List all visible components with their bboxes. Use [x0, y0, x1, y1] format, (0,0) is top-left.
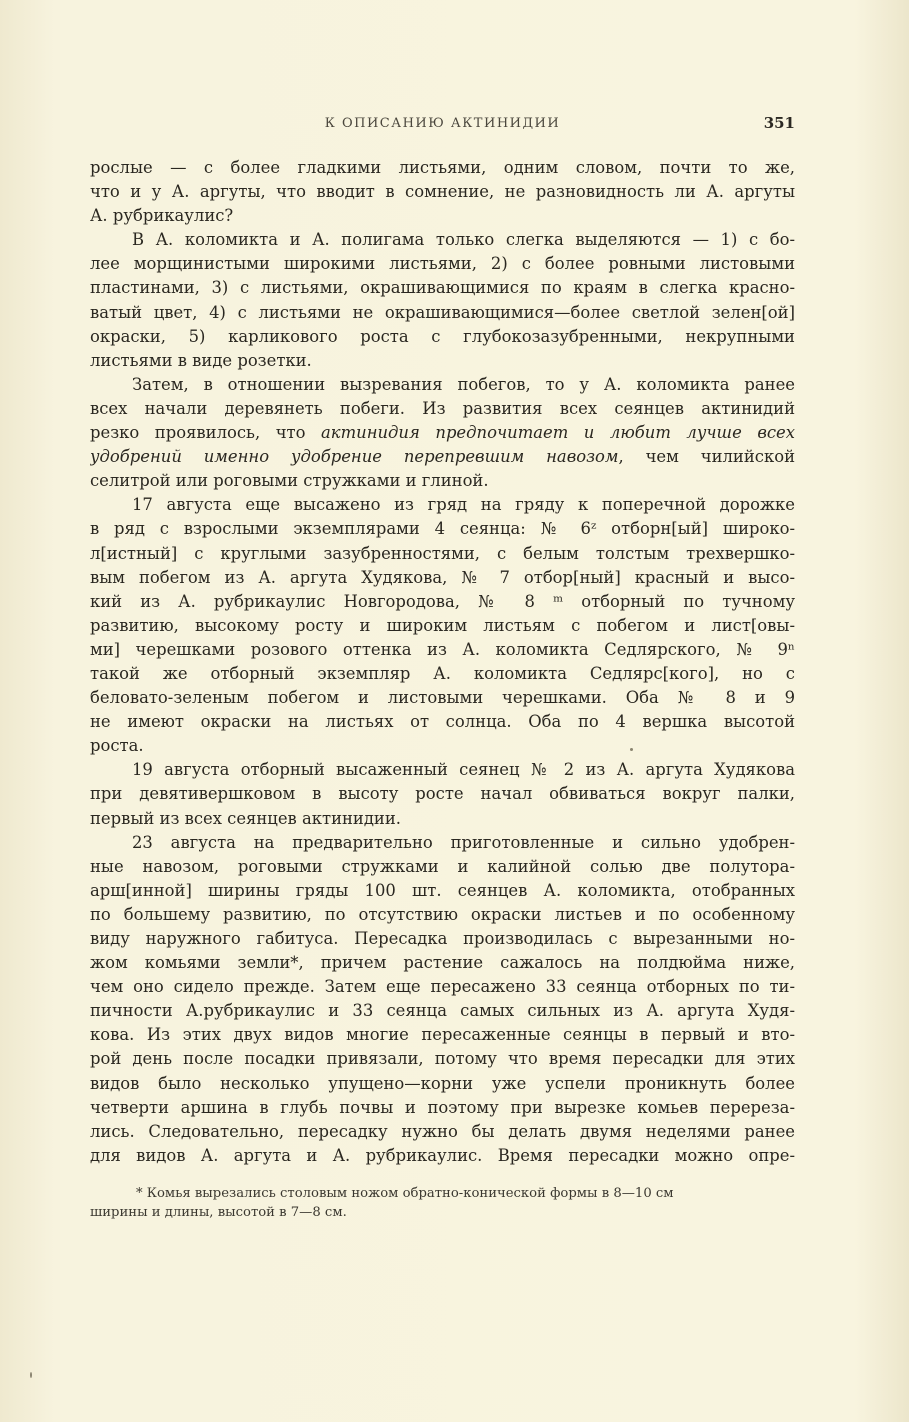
text-line: для видов А. аргута и А. рубрикаулис. Время пересадки можно опре-: [90, 1145, 795, 1165]
text-line: такой же отборный экземпляр А. коломикта Седлярс[кого], но с: [90, 663, 795, 683]
text-run: , чем чилийской: [618, 447, 795, 467]
text-line: рослые — с более гладкими листьями, одним словом, почти то же,: [90, 158, 795, 177]
footnote: [90, 1184, 795, 1222]
text-line: листьями в виде розетки.: [90, 350, 312, 370]
italic-emphasis: удобрений именно удобрение перепревшим навозом: [90, 447, 619, 467]
paragraph-start-line: 19 августа отборный высаженный сеянец № 2 из А. аргута Худякова: [132, 760, 795, 780]
text-run: резко проявилось, что: [90, 423, 322, 443]
text-line: ные навозом, роговыми стружками и калийной солью две полутора-: [90, 856, 795, 876]
text-line: в ряд с взрослыми экземплярами 4 сеянца: № 6ᶻ отборн[ый] широко-: [90, 519, 795, 539]
body-text: [90, 156, 795, 1168]
text-line: вым побегом из А. аргута Худякова, № 7 отбор[ный] красный и высо-: [90, 567, 795, 587]
text-line: рой день после посадки привязали, потому что время пересадки для этих: [90, 1049, 795, 1069]
text-line: л[истный] с круглыми зазубренностями, с белым толстым трехвершко-: [90, 543, 795, 563]
italic-emphasis: актинидия предпочитает и любит лучше всех: [321, 423, 795, 443]
text-line: что и у А. аргуты, что вводит в сомнение, не разновидность ли А. аргуты: [90, 182, 795, 202]
text-line: виду наружного габитуса. Пересадка производилась с вырезанными но-: [90, 929, 795, 948]
page-header: [90, 116, 795, 140]
text-line: лее морщинистыми широкими листьями, 2) с более ровными листовыми: [90, 254, 795, 274]
text-line: роста.: [90, 736, 144, 756]
text-line: не имеют окраски на листьях от солнца. Оба по 4 вершка высотой: [90, 712, 795, 732]
text-line: по большему развитию, по отсутствию окраски листьев и по особенному: [90, 904, 795, 924]
text-line: кова. Из этих двух видов многие пересаженные сеянцы в первый и вто-: [90, 1025, 795, 1045]
text-line: селитрой или роговыми стружками и глиной.: [90, 471, 489, 491]
text-line: пичности А.рубрикаулис и 33 сеянца самых сильных из А. аргута Худя-: [90, 1001, 795, 1021]
text-line: [90, 445, 795, 469]
running-title: К ОПИСАНИЮ АКТИНИДИИ: [324, 116, 561, 131]
page-number: 351: [763, 114, 795, 132]
text-line: кий из А. рубрикаулис Новгородова, № 8 ᵐ отборный по тучному: [90, 591, 795, 611]
text-line: жом комьями земли*, причем растение сажалось на полдюйма ниже,: [90, 953, 795, 973]
text-line: арш[инной] ширины гряды 100 шт. сеянцев А. коломикта, отобранных: [90, 880, 795, 900]
text-line: [90, 421, 795, 445]
text-line: развитию, высокому росту и широким листьям с побегом и лист[овы-: [90, 615, 795, 635]
text-line: ми] черешками розового оттенка из А. коломикта Седлярского, № 9ⁿ: [90, 639, 795, 659]
paragraph-start-line: 17 августа еще высажено из гряд на гряду к поперечной дорожке: [132, 495, 795, 515]
text-line: всех начали деревянеть побеги. Из развития всех сеянцев актинидий: [90, 398, 795, 418]
text-line: ватый цвет, 4) с листьями не окрашивающимися—более светлой зелен[ой]: [90, 302, 795, 322]
text-line: видов было несколько упущено—корни уже успели проникнуть более: [90, 1073, 795, 1093]
paragraph-start-line: В А. коломикта и А. полигама только слегка выделяются — 1) с бо-: [132, 230, 795, 250]
text-line: пластинами, 3) с листьями, окрашивающимися по краям в слегка красно-: [90, 278, 795, 298]
text-line: А. рубрикаулис?: [90, 206, 234, 226]
text-line: четверти аршина в глубь почвы и поэтому при вырезке комьев перереза-: [90, 1097, 795, 1117]
print-speck: [630, 748, 633, 751]
paragraph-start-line: Затем, в отношении вызревания побегов, то у А. коломикта ранее: [132, 374, 795, 394]
text-line: при девятивершковом в высоту росте начал обвиваться вокруг палки,: [90, 784, 795, 804]
text-line: лись. Следовательно, пересадку нужно бы делать двумя неделями ранее: [90, 1121, 795, 1141]
footnote-line: * Комья вырезались столовым ножом обратно-конической формы в 8—10 см: [136, 1186, 674, 1201]
text-line: беловато-зеленым побегом и листовыми черешками. Оба № 8 и 9: [90, 688, 795, 708]
text-line: окраски, 5) карликового роста с глубокозазубренными, некрупными: [90, 326, 795, 346]
text-line: чем оно сидело прежде. Затем еще пересажено 33 сеянца отборных по ти-: [90, 977, 795, 997]
print-speck: [30, 1372, 32, 1378]
paragraph-start-line: 23 августа на предварительно приготовленные и сильно удобрен-: [132, 832, 795, 852]
footnote-line: ширины и длины, высотой в 7—8 см.: [90, 1205, 347, 1220]
text-line: первый из всех сеянцев актинидии.: [90, 808, 401, 828]
